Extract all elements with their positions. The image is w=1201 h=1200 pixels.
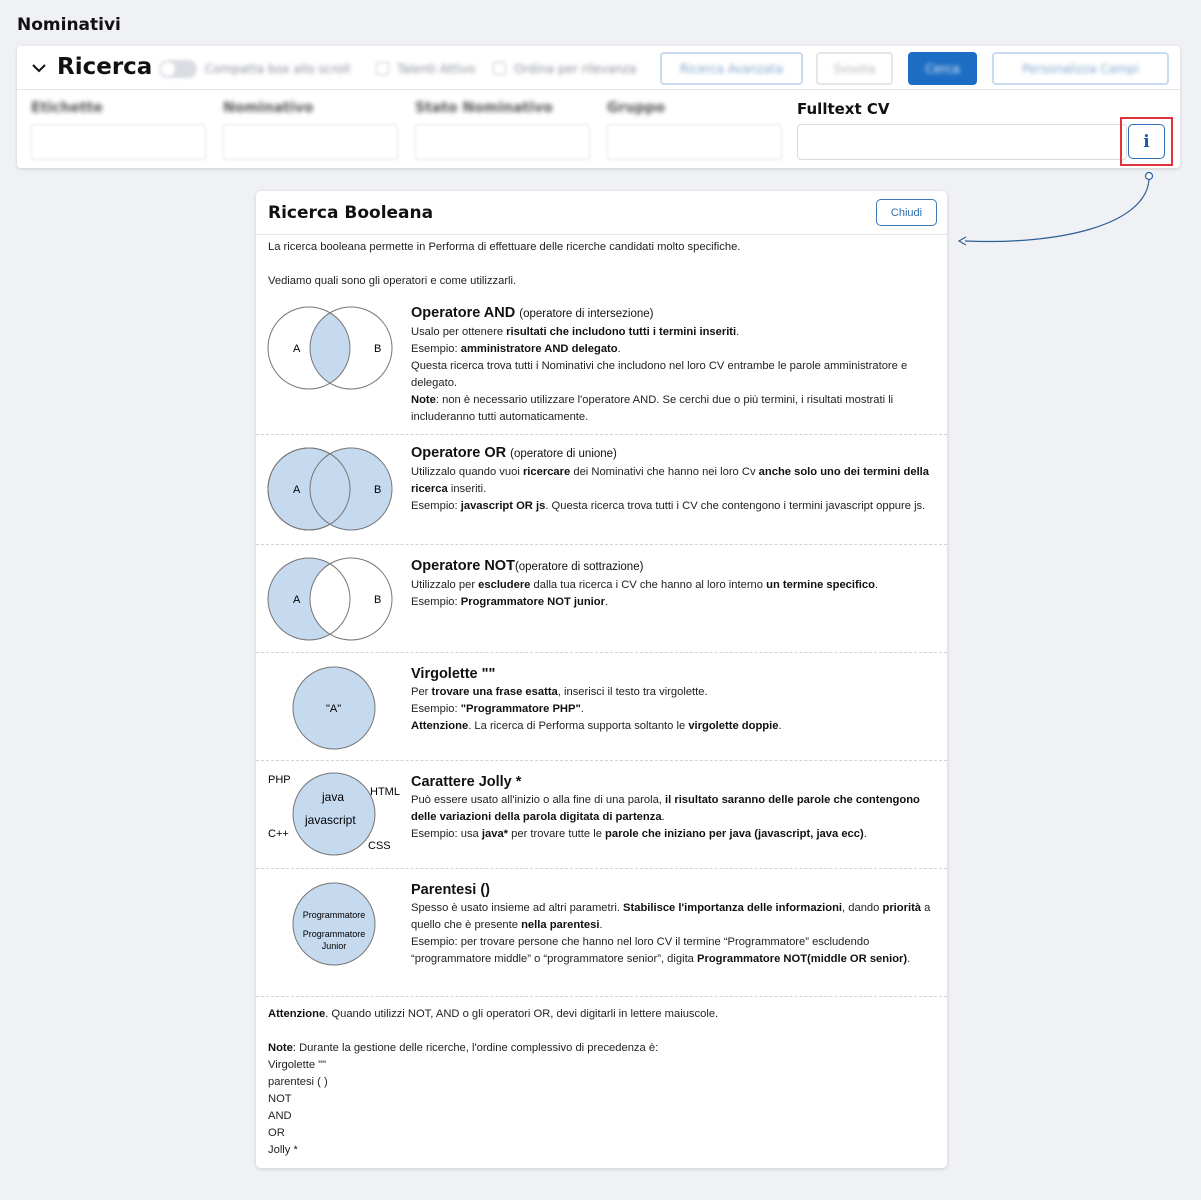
and-description: Operatore AND (operatore di intersezione) Usalo per ottenere risultati che includono tutti i termini inseriti. Esempio: amministratore AND delegato. Questa ricerca trova tutti i Nominativi che includono nel loro CV entrambe le parole amministratore e delegato. Note: non è necessario utilizzare l'operatore AND. Se cerchi due o più termini, i risultati mostrati li includeranno tutti automaticamente. [411, 305, 908, 423]
venn-label-b: B [374, 343, 382, 355]
tags-input[interactable] [31, 124, 206, 160]
field-label-status: Stato Nominativo [415, 100, 553, 116]
clear-button[interactable]: Svuota [816, 52, 893, 85]
active-talent-checkbox[interactable] [376, 62, 389, 75]
close-button[interactable]: Chiudi [876, 199, 937, 226]
search-header [17, 46, 1180, 90]
field-label-group: Gruppo [607, 100, 666, 116]
search-panel [17, 46, 1180, 168]
quotes-diagram [264, 663, 404, 753]
word-css: CSS [368, 840, 391, 852]
precedence-item: NOT [268, 1093, 292, 1105]
search-button[interactable]: Cerca [908, 52, 977, 85]
search-title: Ricerca [57, 54, 153, 80]
parentheses-diagram [264, 879, 404, 969]
intro-text: La ricerca booleana permette in Performa di effettuare delle ricerche candidati molto specifiche. [268, 241, 741, 253]
not-section [256, 545, 947, 653]
paren-word-1: Programmatore [302, 910, 366, 920]
relevance-checkbox[interactable] [493, 62, 506, 75]
quotes-description: Virgolette "" Per trovare una frase esatta, inserisci il testo tra virgolette. Esempio: "Programmatore PHP". Attenzione. La ricerca di Performa supporta soltanto le virgolette doppie. [411, 665, 936, 735]
info-icon[interactable]: i [1128, 124, 1165, 159]
jolly-description: Carattere Jolly * Può essere usato all'inizio o alla fine di una parola, il risultato saranno delle parole che contengono delle variazioni della parola digitata di partenza. Esempio: usa java* per trovare tutte le parole che iniziano per java (javascript, java ecc). [411, 773, 936, 843]
active-talent-label: Talenti Attivo [397, 62, 476, 76]
jolly-section [256, 761, 947, 869]
quote-label: "A" [326, 703, 342, 715]
paren-word-2: Programmatore [302, 929, 366, 939]
and-section [256, 295, 947, 435]
or-title: Operatore OR [411, 445, 507, 461]
intro-text-2: Vediamo quali sono gli operatori e come utilizzarli. [268, 275, 517, 287]
chevron-down-icon[interactable] [31, 60, 47, 76]
precedence-item: OR [268, 1127, 285, 1139]
venn-label-a: A [293, 343, 301, 355]
venn-and-diagram [264, 303, 404, 393]
footer-notes: Attenzione. Quando utilizzi NOT, AND o gli operatori OR, devi digitarli in lettere maiuscole. Note: Durante la gestione delle ricerche, l'ordine complessivo di precedenza è: Virgolette "" parentesi ( ) NOT AND OR Jolly * [268, 1006, 928, 1159]
quotes-title: Virgolette "" [411, 666, 496, 682]
parentheses-title: Parentesi () [411, 882, 490, 898]
venn-label-a: A [293, 594, 301, 606]
page-title: Nominativi [17, 15, 121, 35]
fulltext-cv-input[interactable] [797, 124, 1127, 160]
field-label-name: Nominativo [223, 100, 314, 116]
precedence-item: Virgolette "" [268, 1059, 327, 1071]
or-section [256, 435, 947, 545]
venn-label-b: B [374, 484, 382, 496]
or-description: Operatore OR (operatore di unione) Utilizzalo quando vuoi ricercare dei Nominativi che hanno nei loro Cv anche solo uno dei termini della ricerca inseriti. Esempio: javascript OR js. Questa ricerca trova tutti i CV che contengono i termini javascript oppure js. [411, 445, 930, 512]
precedence-item: AND [268, 1110, 292, 1122]
parentheses-section [256, 869, 947, 997]
compact-toggle[interactable] [159, 60, 197, 78]
field-label-tags: Etichette [31, 100, 103, 116]
boolean-search-modal [256, 191, 947, 1168]
word-java: java [322, 790, 345, 804]
advanced-search-button[interactable]: Ricerca Avanzata [660, 52, 803, 85]
venn-not-diagram [264, 554, 404, 644]
name-input[interactable] [223, 124, 398, 160]
group-input[interactable] [607, 124, 782, 160]
fulltext-cv-label: Fulltext CV [797, 100, 890, 118]
info-highlight-box [1120, 117, 1173, 166]
jolly-diagram [264, 771, 404, 861]
compact-toggle-label: Compatta box allo scroll [205, 62, 351, 76]
precedence-item: parentesi ( ) [268, 1076, 328, 1088]
venn-label-a: A [293, 484, 301, 496]
word-javascript: javascript [305, 813, 356, 827]
word-html: HTML [370, 786, 400, 798]
word-cpp: C++ [268, 828, 289, 840]
relevance-label: Ordina per rilevanza [514, 62, 637, 76]
parentheses-description: Parentesi () Spesso è usato insieme ad altri parametri. Stabilisce l'importanza delle informazioni, dando priorità a quello che è presente nella parentesi. Esempio: per trovare persone che hanno nel loro CV il termine “Programmatore” escludendo “programmatore middle” o “programmatore senior”, digita Programmatore NOT(middle OR senior). [411, 881, 936, 968]
not-title: Operatore NOT [411, 558, 515, 574]
modal-title: Ricerca Booleana [268, 203, 434, 223]
venn-or-diagram [264, 444, 404, 534]
and-title: Operatore AND [411, 305, 516, 321]
precedence-item: Jolly * [268, 1144, 298, 1156]
modal-header [256, 191, 947, 235]
paren-word-3: Junior [321, 941, 347, 951]
word-php: PHP [268, 774, 291, 786]
customize-fields-button[interactable]: Personalizza Campi [992, 52, 1169, 85]
not-description: Operatore NOT(operatore di sottrazione) Utilizzalo per escludere dalla tua ricerca i CV che hanno al loro interno un termine specifico. Esempio: Programmatore NOT junior. [411, 558, 879, 608]
venn-label-b: B [374, 594, 382, 606]
jolly-title: Carattere Jolly * [411, 774, 522, 790]
status-input[interactable] [415, 124, 590, 160]
quotes-section [256, 653, 947, 761]
